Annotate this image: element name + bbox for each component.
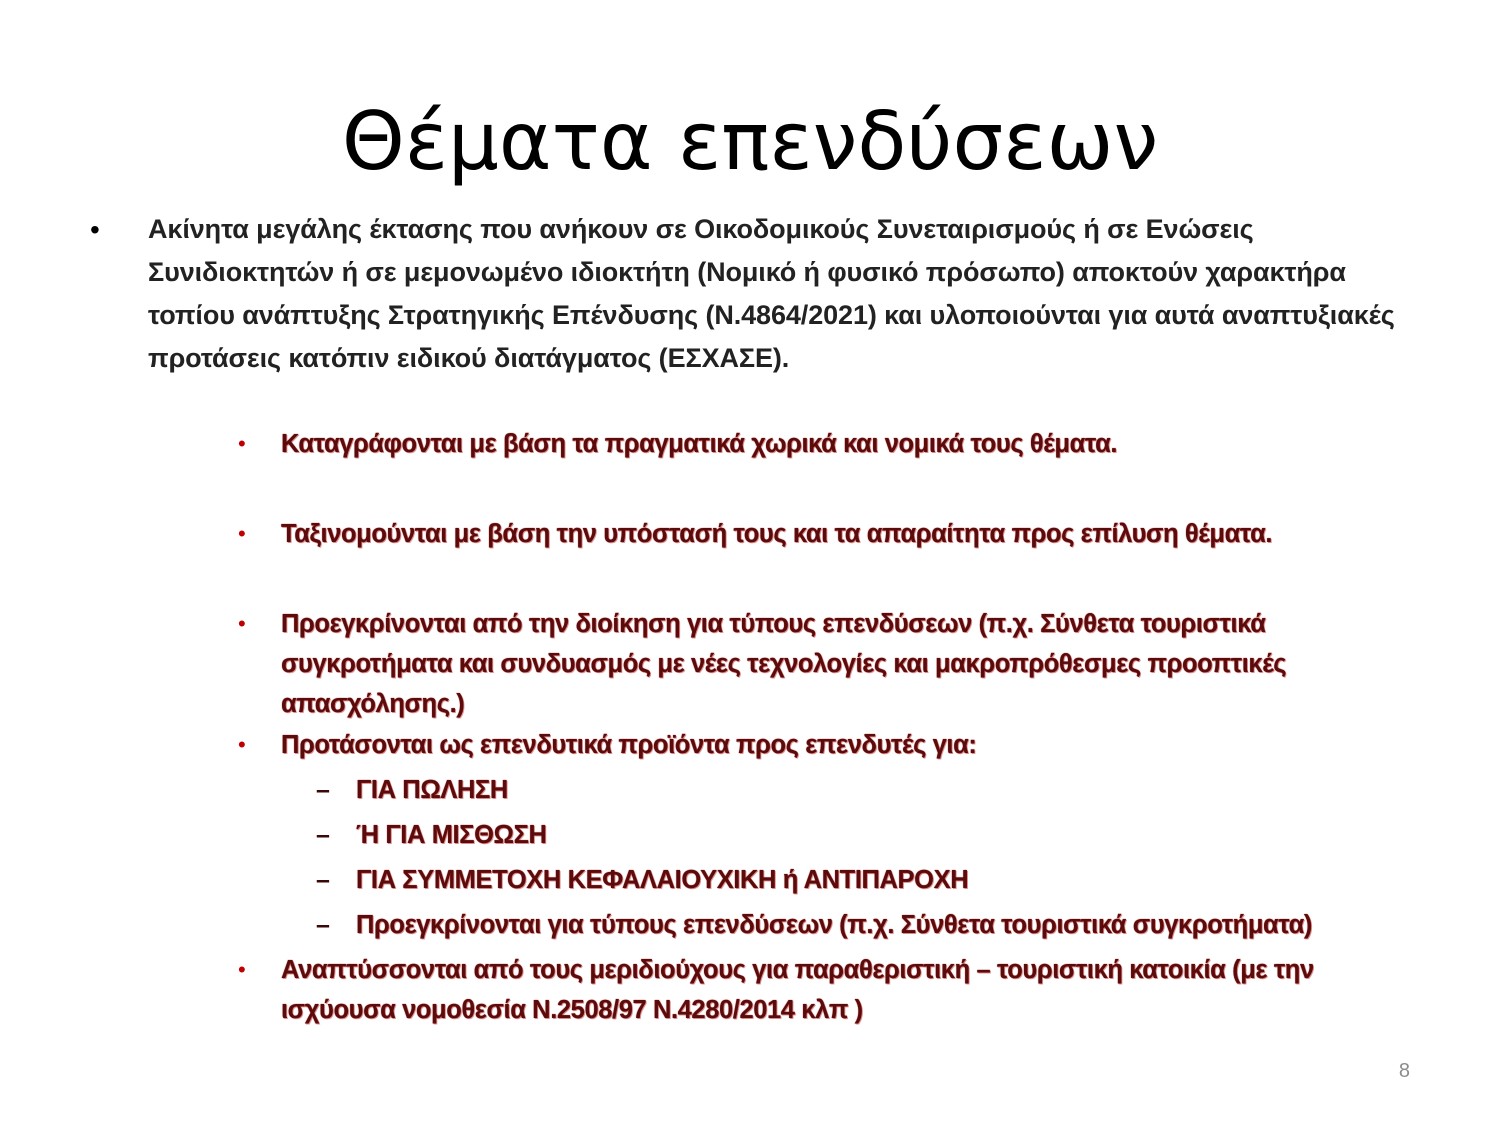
bullet-icon: • (238, 732, 246, 757)
bullet-icon: • (238, 611, 246, 636)
dash-item-text: ΓΙΑ ΣΥΜΜΕΤΟΧΗ ΚΕΦΑΛΑΙΟΥΧΙΚΗ ή ΑΝΤΙΠΑΡΟΧΗ (356, 866, 969, 894)
sub-bullet (238, 950, 1428, 1030)
sub-bullet (238, 424, 1428, 464)
dash-item-text: ΓΙΑ ΠΩΛΗΣΗ (356, 776, 508, 804)
sub-bullet (238, 725, 1428, 765)
sub-bullet-text: Ταξινομούνται με βάση την υπόστασή τους και τα απαραίτητα προς επίλυση θέματα. (281, 520, 1273, 548)
sub-bullet (238, 514, 1428, 554)
sub-bullet-text: Καταγράφονται με βάση τα πραγματικά χωρικά και νομικά τους θέματα. (281, 430, 1118, 458)
dash-item (316, 815, 1426, 855)
sub-bullet-text: Προεγκρίνονται από την διοίκηση για τύπους επενδύσεων (π.χ. Σύνθετα τουριστικά συγκροτήματα και συνδυασμός με νέες τεχνολογίες και μακροπρόθεσμες προοπτικές απασχόλησης.) (281, 610, 1287, 718)
dash-icon: – (316, 776, 330, 804)
bullet-icon: • (238, 521, 246, 546)
dash-icon: – (316, 911, 330, 939)
main-bullet-text: Ακίνητα μεγάλης έκτασης που ανήκουν σε Οικοδομικούς Συνεταιρισμούς ή σε Ενώσεις Συνιδιοκτητών ή σε μεμονωμένο ιδιοκτήτη (Νομικό ή φυσικό πρόσωπο) αποκτούν χαρακτήρα τοπίου ανάπτυξης Στρατηγικής Επένδυσης (Ν.4864/2021) και υλοποιούνται για αυτά αναπτυξιακές προτάσεις κατόπιν ειδικού διατάγματος (ΕΣΧΑΣΕ). (148, 214, 1395, 373)
bullet-icon: • (238, 431, 246, 456)
dash-item (316, 905, 1426, 945)
bullet-icon: • (90, 214, 100, 245)
sub-bullet (238, 604, 1428, 724)
dash-item-text: Ή ΓΙΑ ΜΙΣΘΩΣΗ (356, 821, 547, 849)
bullet-icon: • (238, 957, 246, 982)
sub-bullet-text: Αναπτύσσονται από τους μεριδιούχους για παραθεριστική – τουριστική κατοικία (με την ισχύουσα νομοθεσία Ν.2508/97 Ν.4280/2014 κλπ ) (281, 956, 1314, 1024)
page-number: 8 (1398, 1060, 1410, 1082)
sub-bullet-text: Προτάσονται ως επενδυτικά προϊόντα προς επενδυτές για: (281, 731, 977, 759)
slide-title: Θέματα επενδύσεων (341, 95, 1159, 188)
dash-item (316, 770, 1426, 810)
dash-item (316, 860, 1426, 900)
main-bullet (90, 208, 1400, 380)
dash-icon: – (316, 866, 330, 894)
dash-item-text: Προεγκρίνονται για τύπους επενδύσεων (π.χ. Σύνθετα τουριστικά συγκροτήματα) (356, 911, 1312, 939)
dash-icon: – (316, 821, 330, 849)
